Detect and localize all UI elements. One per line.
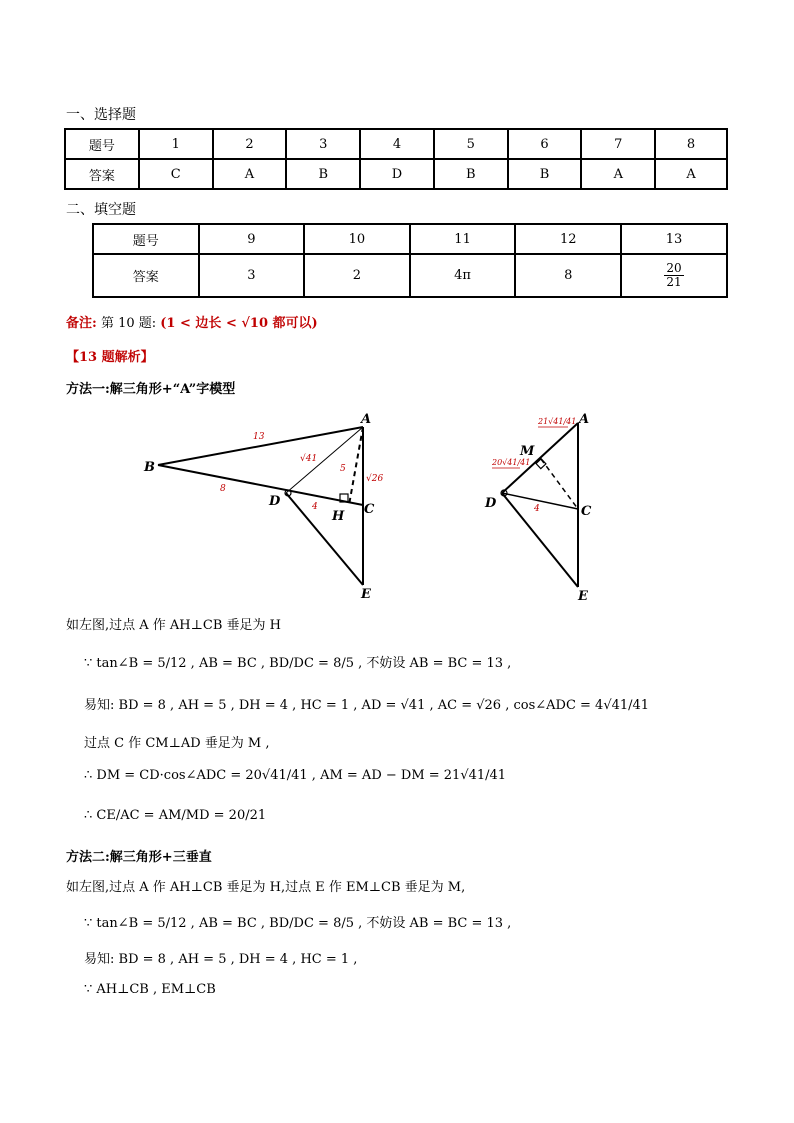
- section2.answer_row-cell-0: 答案: [93, 254, 199, 297]
- note-range: (1 < 边长 < √10 都可以): [160, 316, 318, 331]
- section1-title: 一、选择题: [66, 107, 136, 123]
- section2.answer_row-cell-5: [621, 254, 727, 297]
- point-E: E: [578, 589, 588, 604]
- table-answer-row: [93, 254, 727, 297]
- method1-title: 方法一:解三角形+“A”字模型: [66, 382, 236, 397]
- altitude-AH: [349, 427, 363, 505]
- section1.header_row-cell-5: 5: [434, 129, 508, 159]
- section2.header_row-cell-3: 11: [410, 224, 516, 254]
- label-5: 5: [340, 464, 346, 474]
- section2.header_row-cell-1: 9: [199, 224, 304, 254]
- section2.answer_row-cell-4: 8: [515, 254, 621, 297]
- section1.header_row-cell-0: 题号: [65, 129, 139, 159]
- point-D: D: [485, 496, 497, 511]
- answer-13-fraction: $\frac{20}{21}$: [666, 261, 682, 289]
- section1.answer_row-cell-3: B: [286, 159, 360, 189]
- label-8: 8: [220, 484, 226, 494]
- section2.header_row-cell-4: 12: [515, 224, 621, 254]
- section1.header_row-cell-2: 2: [213, 129, 287, 159]
- label-sqrt41: √41: [300, 454, 318, 464]
- section1.header_row-cell-1: 1: [139, 129, 213, 159]
- section2.header_row-cell-5: 13: [621, 224, 727, 254]
- note-text: 第 10 题:: [100, 316, 157, 331]
- section2.answer_row-cell-3: 4π: [410, 254, 516, 297]
- point-A: A: [361, 412, 372, 427]
- point-M: M: [520, 444, 535, 459]
- method1-line-2: ∵ tan∠B = 5/12 , AB = BC , BD/DC = 8/5 , 不妨设 AB = BC = 13 ,: [84, 656, 512, 671]
- section1.header_row-cell-4: 4: [360, 129, 434, 159]
- section2.answer_row-cell-2: 2: [304, 254, 410, 297]
- point-E: E: [361, 587, 371, 602]
- section1.answer_row-cell-4: D: [360, 159, 434, 189]
- section2-title: 二、填空题: [66, 202, 136, 218]
- edge-DE: [286, 493, 363, 585]
- table-answer-row: [65, 159, 727, 189]
- method1-line-1: 如左图,过点 A 作 AH⊥CB 垂足为 H: [66, 618, 281, 633]
- note: [66, 312, 318, 331]
- method2-line-3: 易知: BD = 8 , AH = 5 , DH = 4 , HC = 1 ,: [84, 952, 358, 967]
- point-D: D: [269, 494, 281, 509]
- section1.answer_row-cell-0: 答案: [65, 159, 139, 189]
- table-header-row: [65, 129, 727, 159]
- section2.answer_row-cell-1: 3: [199, 254, 304, 297]
- figure-right: [482, 405, 612, 605]
- label-4: 4: [312, 502, 318, 512]
- section1.header_row-cell-7: 7: [581, 129, 655, 159]
- edge-BC: [158, 465, 363, 505]
- point-A: A: [579, 412, 590, 427]
- method1-line-3: 易知: BD = 8 , AH = 5 , DH = 4 , HC = 1 , AD = √41 , AC = √26 , cos∠ADC = 4√41/41: [84, 698, 650, 713]
- method2-line-1: 如左图,过点 A 作 AH⊥CB 垂足为 H,过点 E 作 EM⊥CB 垂足为 M,: [66, 880, 466, 895]
- method2-line-2: ∵ tan∠B = 5/12 , AB = BC , BD/DC = 8/5 , 不妨设 AB = BC = 13 ,: [84, 916, 512, 931]
- method1-body: [66, 614, 764, 844]
- figure-left: [140, 405, 390, 605]
- label-DM: 20√41/41: [492, 458, 531, 467]
- note-label: 备注:: [66, 316, 97, 331]
- section1.answer_row-cell-1: C: [139, 159, 213, 189]
- section1.answer_row-cell-6: B: [508, 159, 582, 189]
- method1-line-5: ∴ DM = CD·cos∠ADC = 20√41/41 , AM = AD − DM = 21√41/41: [84, 768, 507, 783]
- point-H: H: [332, 509, 345, 524]
- section1.answer_row-cell-5: B: [434, 159, 508, 189]
- fill-answer-table: [92, 223, 728, 298]
- method2-line-4: ∵ AH⊥CB , EM⊥CB: [84, 982, 216, 997]
- section1.header_row-cell-6: 6: [508, 129, 582, 159]
- method2-title: 方法二:解三角形+三垂直: [66, 850, 212, 865]
- choice-answer-table: [64, 128, 728, 190]
- label-AM: 21√41/41: [538, 417, 577, 426]
- label-sqrt26: √26: [366, 474, 384, 484]
- section1.answer_row-cell-2: A: [213, 159, 287, 189]
- label-DC: 4: [534, 504, 540, 514]
- analysis-title: 【13 题解析】: [66, 350, 154, 365]
- section1.header_row-cell-3: 3: [286, 129, 360, 159]
- point-C: C: [364, 502, 375, 517]
- section2.header_row-cell-0: 题号: [93, 224, 199, 254]
- table-header-row: [93, 224, 727, 254]
- label-13: 13: [253, 432, 265, 442]
- section2.header_row-cell-2: 10: [304, 224, 410, 254]
- section1.answer_row-cell-7: A: [581, 159, 655, 189]
- point-C: C: [581, 504, 592, 519]
- edge-AD: [286, 427, 363, 493]
- method1-line-6: ∴ CE/AC = AM/MD = 20/21: [84, 808, 267, 823]
- method2-body: [66, 876, 756, 1026]
- point-B: B: [144, 460, 155, 475]
- section1.header_row-cell-8: 8: [655, 129, 727, 159]
- perpendicular-CM: [541, 459, 578, 509]
- section1.answer_row-cell-8: A: [655, 159, 727, 189]
- method1-line-4: 过点 C 作 CM⊥AD 垂足为 M ,: [84, 736, 270, 751]
